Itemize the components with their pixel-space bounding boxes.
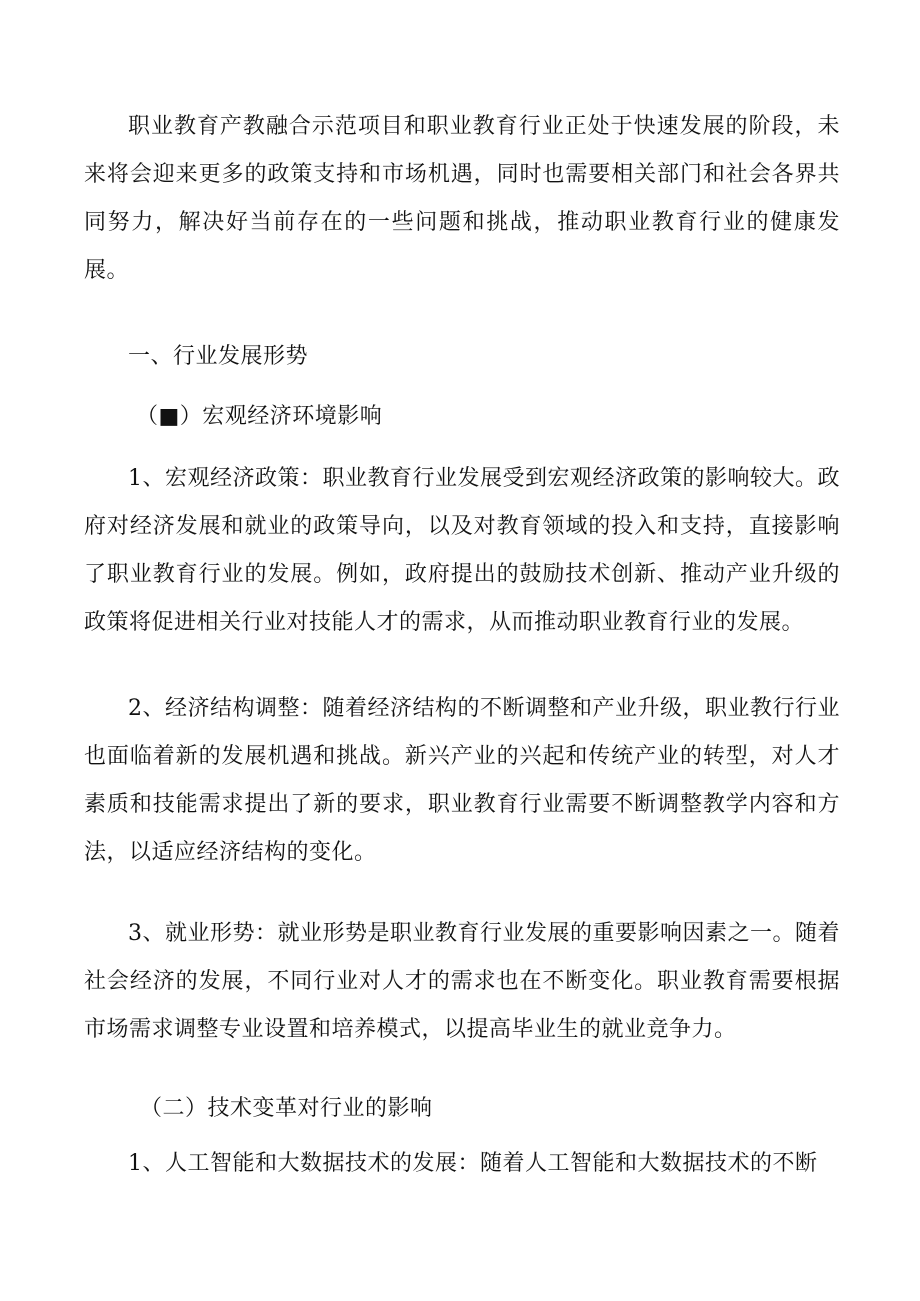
subsection-heading-1: （■）宏观经济环境影响: [136, 404, 383, 429]
paragraph-macro-policy: 1、宏观经济政策：职业教育行业发展受到宏观经济政策的影响较大。政府对经济发展和就业的政策导向，以及对教育领域的投入和支持，直接影响了职业教育行业的发展。例如，政府提出的鼓励技术创新、推动产业升级的政策将促进相关行业对技能人才的需求，从而推动职业教育行业的发展。: [84, 466, 840, 635]
paragraph-economic-structure: 2、经济结构调整：随着经济结构的不断调整和产业升级，职业教行行业也面临着新的发展机遇和挑战。新兴产业的兴起和传统产业的转型，对人才素质和技能需求提出了新的要求，职业教育行业需要不断调整教学内容和方法，以适应经济结构的变化。: [84, 696, 840, 865]
paragraph-ai-bigdata: 1、人工智能和大数据技术的发展：随着人工智能和大数据技术的不断: [128, 1151, 818, 1176]
subsection-heading-2: （二）技术变革对行业的影响: [140, 1096, 433, 1121]
intro-paragraph: 职业教育产教融合示范项目和职业教育行业正处于快速发展的阶段，未来将会迎来更多的政策支持和市场机遇，同时也需要相关部门和社会各界共同努力，解决好当前存在的一些问题和挑战，推动职业教育行业的健康发展。: [84, 114, 840, 283]
section-heading: 一、行业发展形势: [128, 344, 309, 369]
paragraph-employment: 3、就业形势：就业形势是职业教育行业发展的重要影响因素之一。随着社会经济的发展，不同行业对人才的需求也在不断变化。职业教育需要根据市场需求调整专业设置和培养模式，以提高毕业生的就业竞争力。: [84, 921, 840, 1042]
